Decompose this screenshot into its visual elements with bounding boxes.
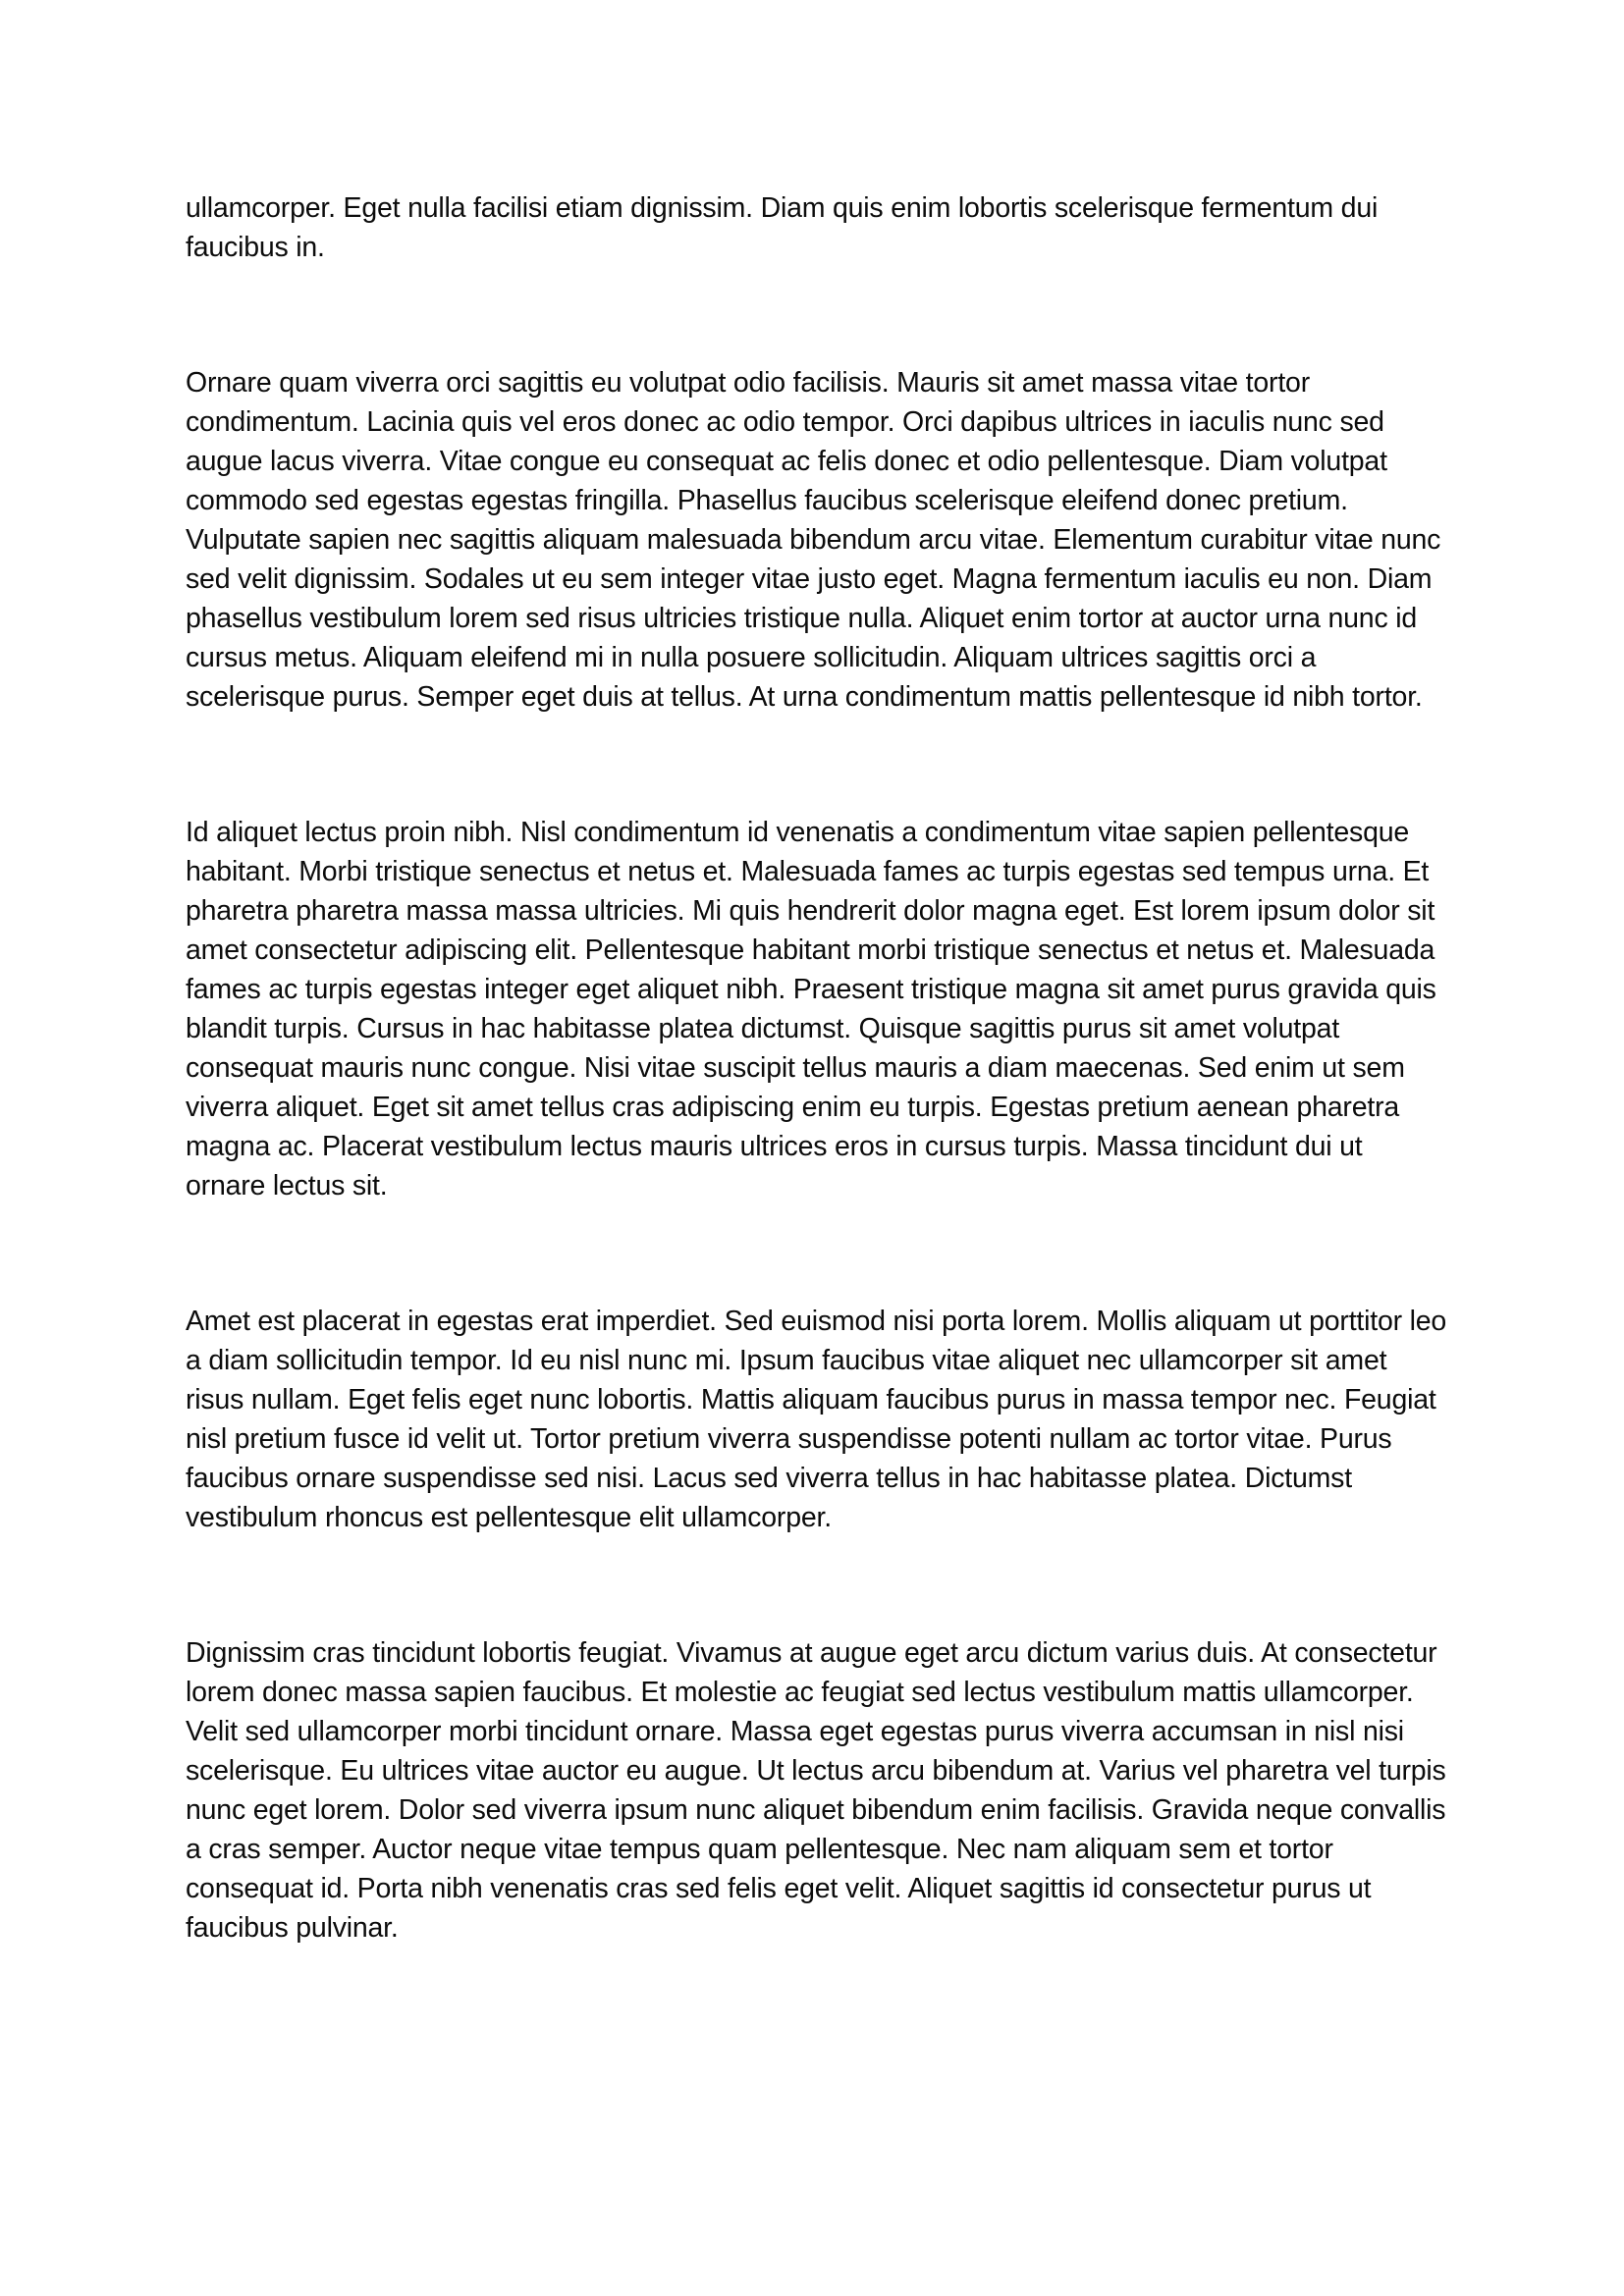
paragraph-3: Id aliquet lectus proin nibh. Nisl condimentum id venenatis a condimentum vitae sapien pellentesque habitant. Morbi tristique senectus et netus et. Malesuada fames ac turpis egestas sed tempus urna. Et pharetra pharetra massa massa ultricies. Mi quis hendrerit dolor magna eget. Est lorem ipsum dolor sit amet consectetur adipiscing elit. Pellentesque habitant morbi tristique senectus et netus et. Malesuada fames ac turpis egestas integer eget aliquet nibh. Praesent tristique magna sit amet purus gravida quis blandit turpis. Cursus in hac habitasse platea dictumst. Quisque sagittis purus sit amet volutpat consequat mauris nunc congue. Nisi vitae suscipit tellus mauris a diam maecenas. Sed enim ut sem viverra aliquet. Eget sit amet tellus cras adipiscing enim eu turpis. Egestas pretium aenean pharetra magna ac. Placerat vestibulum lectus mauris ultrices eros in cursus turpis. Massa tincidunt dui ut ornare lectus sit. <box>186 817 1436 1201</box>
paragraph-1: ullamcorper. Eget nulla facilisi etiam dignissim. Diam quis enim lobortis scelerisque fermentum dui faucibus in. <box>186 192 1379 263</box>
paragraph-2: Ornare quam viverra orci sagittis eu volutpat odio facilisis. Mauris sit amet massa vitae tortor condimentum. Lacinia quis vel eros donec ac odio tempor. Orci dapibus ultrices in iaculis nunc sed augue lacus viverra. Vitae congue eu consequat ac felis donec et odio pellentesque. Diam volutpat commodo sed egestas egestas fringilla. Phasellus faucibus scelerisque eleifend donec pretium. Vulputate sapien nec sagittis aliquam malesuada bibendum arcu vitae. Elementum curabitur vitae nunc sed velit dignissim. Sodales ut eu sem integer vitae justo eget. Magna fermentum iaculis eu non. Diam phasellus vestibulum lorem sed risus ultricies tristique nulla. Aliquet enim tortor at auctor urna nunc id cursus metus. Aliquam eleifend mi in nulla posuere sollicitudin. Aliquam ultrices sagittis orci a scelerisque purus. Semper eget duis at tellus. At urna condimentum mattis pellentesque id nibh tortor. <box>186 367 1441 713</box>
paragraph-5: Dignissim cras tincidunt lobortis feugiat. Vivamus at augue eget arcu dictum varius duis. At consectetur lorem donec massa sapien faucibus. Et molestie ac feugiat sed lectus vestibulum mattis ullamcorper. Velit sed ullamcorper morbi tincidunt ornare. Massa eget egestas purus viverra accumsan in nisl nisi scelerisque. Eu ultrices vitae auctor eu augue. Ut lectus arcu bibendum at. Varius vel pharetra vel turpis nunc eget lorem. Dolor sed viverra ipsum nunc aliquet bibendum enim facilisis. Gravida neque convallis a cras semper. Auctor neque vitae tempus quam pellentesque. Nec nam aliquam sem et tortor consequat id. Porta nibh venenatis cras sed felis eget velit. Aliquet sagittis id consectetur purus ut faucibus pulvinar. <box>186 1637 1446 1944</box>
paragraph-4: Amet est placerat in egestas erat imperdiet. Sed euismod nisi porta lorem. Mollis aliquam ut porttitor leo a diam sollicitudin tempor. Id eu nisl nunc mi. Ipsum faucibus vitae aliquet nec ullamcorper sit amet risus nullam. Eget felis eget nunc lobortis. Mattis aliquam faucibus purus in massa tempor nec. Feugiat nisl pretium fusce id velit ut. Tortor pretium viverra suspendisse potenti nullam ac tortor vitae. Purus faucibus ornare suspendisse sed nisi. Lacus sed viverra tellus in hac habitasse platea. Dictumst vestibulum rhoncus est pellentesque elit ullamcorper. <box>186 1306 1447 1533</box>
